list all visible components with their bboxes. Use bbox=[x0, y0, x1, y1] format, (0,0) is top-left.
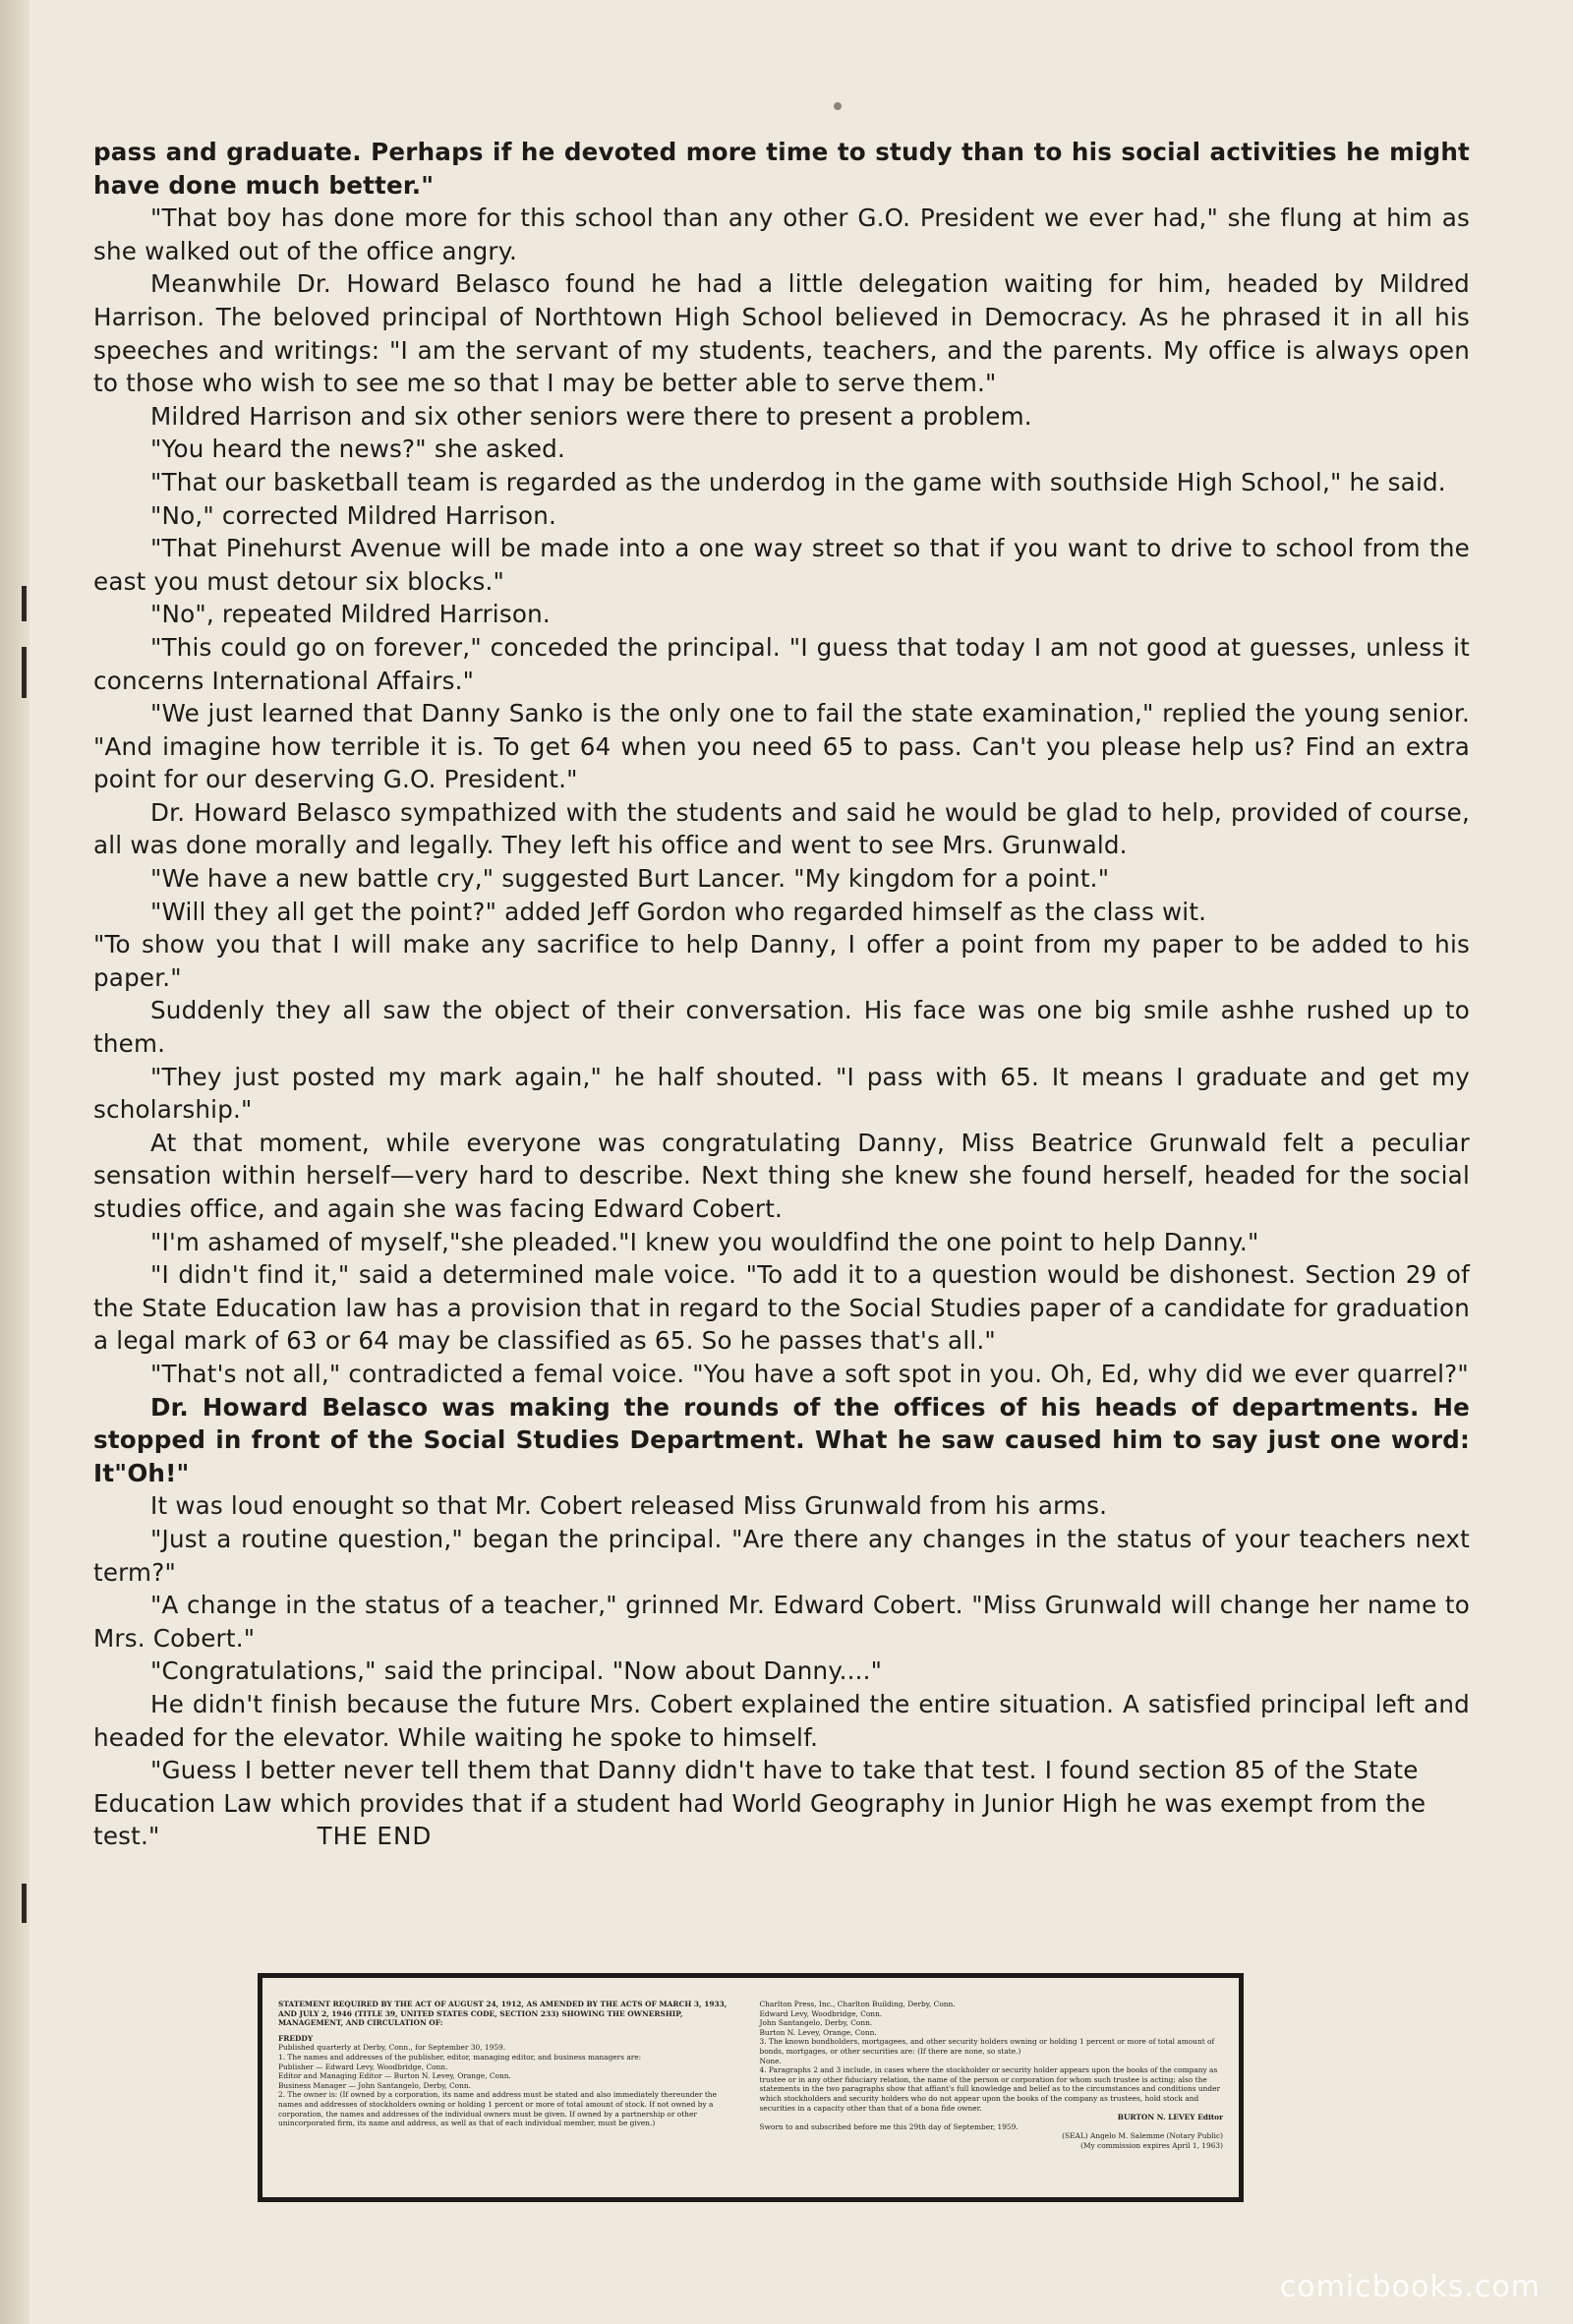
story-paragraph: At that moment, while everyone was congratulating Danny, Miss Beatrice Grunwald felt a peculiar sensation within herself—very hard to describe. Next thing she knew she found herself, headed for the social studies office, and again she was facing Edward Cobert. bbox=[93, 1128, 1470, 1223]
story-paragraph: "That our basketball team is regarded as the underdog in the game with southside High School," he said. bbox=[150, 467, 1446, 496]
statement-line: 4. Paragraphs 2 and 3 include, in cases where the stockholder or security holder appears upon the books of the company as trustee or in any other fiduciary relation, the name of the person or corporation for whom such trustee is acting; also the statements in the two paragraphs show that affiant's full knowledge and belief as to the circumstances and conditions under which stockholders and security holders who do not appear upon the books of the company as trustees, hold stock and securities in a capacity other than that of a bona fide owner. bbox=[759, 2065, 1221, 2113]
statement-line: 3. The known bondholders, mortgagees, and other security holders owning or holding 1 percent or more of total amount of bonds, mortgages, or other securities are: (If there are none, so state.) bbox=[759, 2037, 1215, 2056]
story-final-paragraph bbox=[93, 1754, 1470, 1853]
story-paragraph: "I didn't find it," said a determined male voice. "To add it to a question would be dishonest. Section 29 of the State Education law has a provision that in regard to the Social Studies paper of a candidate for graduation a legal mark of 63 or 64 may be classified as 65. So he passes that's all." bbox=[93, 1260, 1470, 1356]
staple-mark bbox=[22, 1884, 27, 1923]
story-paragraph: He didn't finish because the future Mrs. Cobert explained the entire situation. A satisfied principal left and headed for the elevator. While waiting he spoke to himself. bbox=[93, 1689, 1470, 1752]
story-paragraph: "We just learned that Danny Sanko is the only one to fail the state examination," replied the young senior. "And imagine how terrible it is. To get 64 when you need 65 to pass. Can't you please help us? Find an extra point for our deserving G.O. President." bbox=[93, 699, 1470, 794]
story-text bbox=[93, 136, 1470, 1853]
story-paragraph: Dr. Howard Belasco sympathized with the students and said he would be glad to help, provided of course, all was done morally and legally. They left his office and went to see Mrs. Grunwald. bbox=[93, 797, 1470, 860]
statement-signature: BURTON N. LEVEY Editor bbox=[1117, 2113, 1223, 2122]
story-paragraph: "Will they all get the point?" added Jeff Gordon who regarded himself as the class wit. bbox=[150, 897, 1207, 926]
story-paragraph: "No", repeated Mildred Harrison. bbox=[150, 600, 551, 629]
story-paragraph: pass and graduate. Perhaps if he devoted more time to study than to his social activities he might have done much better." bbox=[93, 138, 1470, 200]
statement-line: John Santangelo, Derby, Conn. bbox=[759, 2018, 873, 2028]
story-paragraph: "No," corrected Mildred Harrison. bbox=[150, 500, 557, 530]
statement-line: 2. The owner is: (If owned by a corporation, its name and address must be stated and also immediately thereunder the names and addresses of stockholders owning or holding 1 percent or more of total amount of stock. If not owned by a corporation, the names and addresses of the individual owners must be given. If owned by a partnership or other unincorporated firm, its name and address, as well as that of each individual member, must be given.) bbox=[278, 2090, 717, 2128]
story-paragraph: "Just a routine question," began the principal. "Are there any changes in the status of your teachers next term?" bbox=[93, 1524, 1470, 1587]
statement-line: Burton N. Levey, Orange, Conn. bbox=[759, 2027, 877, 2037]
statement-line: (SEAL) Angelo M. Salemme (Notary Public) bbox=[1062, 2131, 1223, 2141]
statement-line: (My commission expires April 1, 1963) bbox=[1080, 2140, 1223, 2150]
statement-line: Publisher — Edward Levy, Woodbridge, Conn. bbox=[278, 2062, 448, 2071]
paper-speck bbox=[834, 102, 842, 110]
staple-mark bbox=[22, 586, 27, 621]
ownership-statement-box bbox=[258, 1973, 1244, 2202]
the-end-label: THE END bbox=[317, 1822, 433, 1851]
statement-header: STATEMENT REQUIRED BY THE ACT OF AUGUST 24, 1912, AS AMENDED BY THE ACTS OF MARCH 3, 1933, AND JULY 2, 1946 (TITLE 39, UNITED STATES CODE, SECTION 233) SHOWING THE OWNERSHIP, MANAGEMENT, AND CIRCULATION OF: bbox=[278, 2000, 728, 2028]
staple-mark bbox=[22, 647, 27, 698]
story-paragraph: "That Pinehurst Avenue will be made into a one way street so that if you want to drive to school from the east you must detour six blocks." bbox=[93, 534, 1470, 596]
story-paragraph: "A change in the status of a teacher," grinned Mr. Edward Cobert. "Miss Grunwald will change her name to Mrs. Cobert." bbox=[93, 1591, 1470, 1653]
story-paragraph: "To show you that I will make any sacrifice to help Danny, I offer a point from my paper to be added to his paper." bbox=[93, 930, 1470, 992]
story-paragraph: Meanwhile Dr. Howard Belasco found he had a little delegation waiting for him, headed by Mildred Harrison. The beloved principal of Northtown High School believed in Democracy. As he phrased it in all his speeches and writings: "I am the servant of my students, teachers, and the parents. My office is always open to those who wish to see me so that I may be better able to serve them." bbox=[93, 269, 1470, 398]
statement-line: FREDDY bbox=[278, 2033, 314, 2043]
site-watermark: comicbooks.com bbox=[1279, 2270, 1541, 2304]
story-paragraph: Dr. Howard Belasco was making the rounds of the offices of his heads of departments. He stopped in front of the Social Studies Department. What he saw caused him to say just one word: It"Oh!" bbox=[93, 1392, 1470, 1487]
statement-line: Business Manager — John Santangelo, Derby, Conn. bbox=[278, 2080, 471, 2090]
story-paragraph: "This could go on forever," conceded the principal. "I guess that today I am not good at guesses, unless it concerns International Affairs." bbox=[93, 632, 1470, 695]
story-paragraph: "You heard the news?" she asked. bbox=[150, 435, 565, 464]
statement-line: 1. The names and addresses of the publisher, editor, managing editor, and business managers are: bbox=[278, 2052, 642, 2062]
story-paragraph: "That's not all," contradicted a femal voice. "You have a soft spot in you. Oh, Ed, why did we ever quarrel?" bbox=[150, 1359, 1469, 1388]
page-spine-shadow bbox=[0, 0, 29, 2324]
story-paragraph: "I'm ashamed of myself,"she pleaded."I knew you wouldfind the one point to help Danny." bbox=[150, 1227, 1259, 1256]
story-paragraph: It was loud enought so that Mr. Cobert released Miss Grunwald from his arms. bbox=[150, 1491, 1108, 1521]
story-paragraph: "Congratulations," said the principal. "Now about Danny...." bbox=[150, 1656, 883, 1686]
story-paragraph: "That boy has done more for this school than any other G.O. President we ever had," she flung at him as she walked out of the office angry. bbox=[93, 203, 1470, 265]
story-paragraph: "They just posted my mark again," he half shouted. "I pass with 65. It means I graduate and get my scholarship." bbox=[93, 1062, 1470, 1125]
statement-line: Published quarterly at Derby, Conn., for September 30, 1959. bbox=[278, 2043, 506, 2053]
statement-right-column bbox=[760, 2000, 1224, 2187]
statement-line: None. bbox=[759, 2056, 782, 2065]
statement-line: Edward Levy, Woodbridge, Conn. bbox=[759, 2008, 883, 2018]
story-paragraph: Suddenly they all saw the object of their conversation. His face was one big smile ashhe rushed up to them. bbox=[93, 996, 1470, 1059]
story-paragraph-text: "Guess I better never tell them that Danny didn't have to take that test. I found section 85 of the State Education Law which provides that if a student had World Geography in Junior High he was exempt from the test." bbox=[93, 1756, 1427, 1851]
statement-line: Sworn to and subscribed before me this 29th day of September, 1959. bbox=[759, 2121, 1019, 2131]
story-paragraph: Mildred Harrison and six other seniors were there to present a problem. bbox=[150, 401, 1032, 431]
statement-left-column bbox=[278, 2000, 742, 2187]
statement-line: Editor and Managing Editor — Burton N. Levey, Orange, Conn. bbox=[278, 2071, 511, 2081]
statement-line: Charlton Press, Inc., Charlton Building, Derby, Conn. bbox=[759, 2000, 956, 2008]
story-paragraph: "We have a new battle cry," suggested Burt Lancer. "My kingdom for a point." bbox=[150, 864, 1110, 894]
